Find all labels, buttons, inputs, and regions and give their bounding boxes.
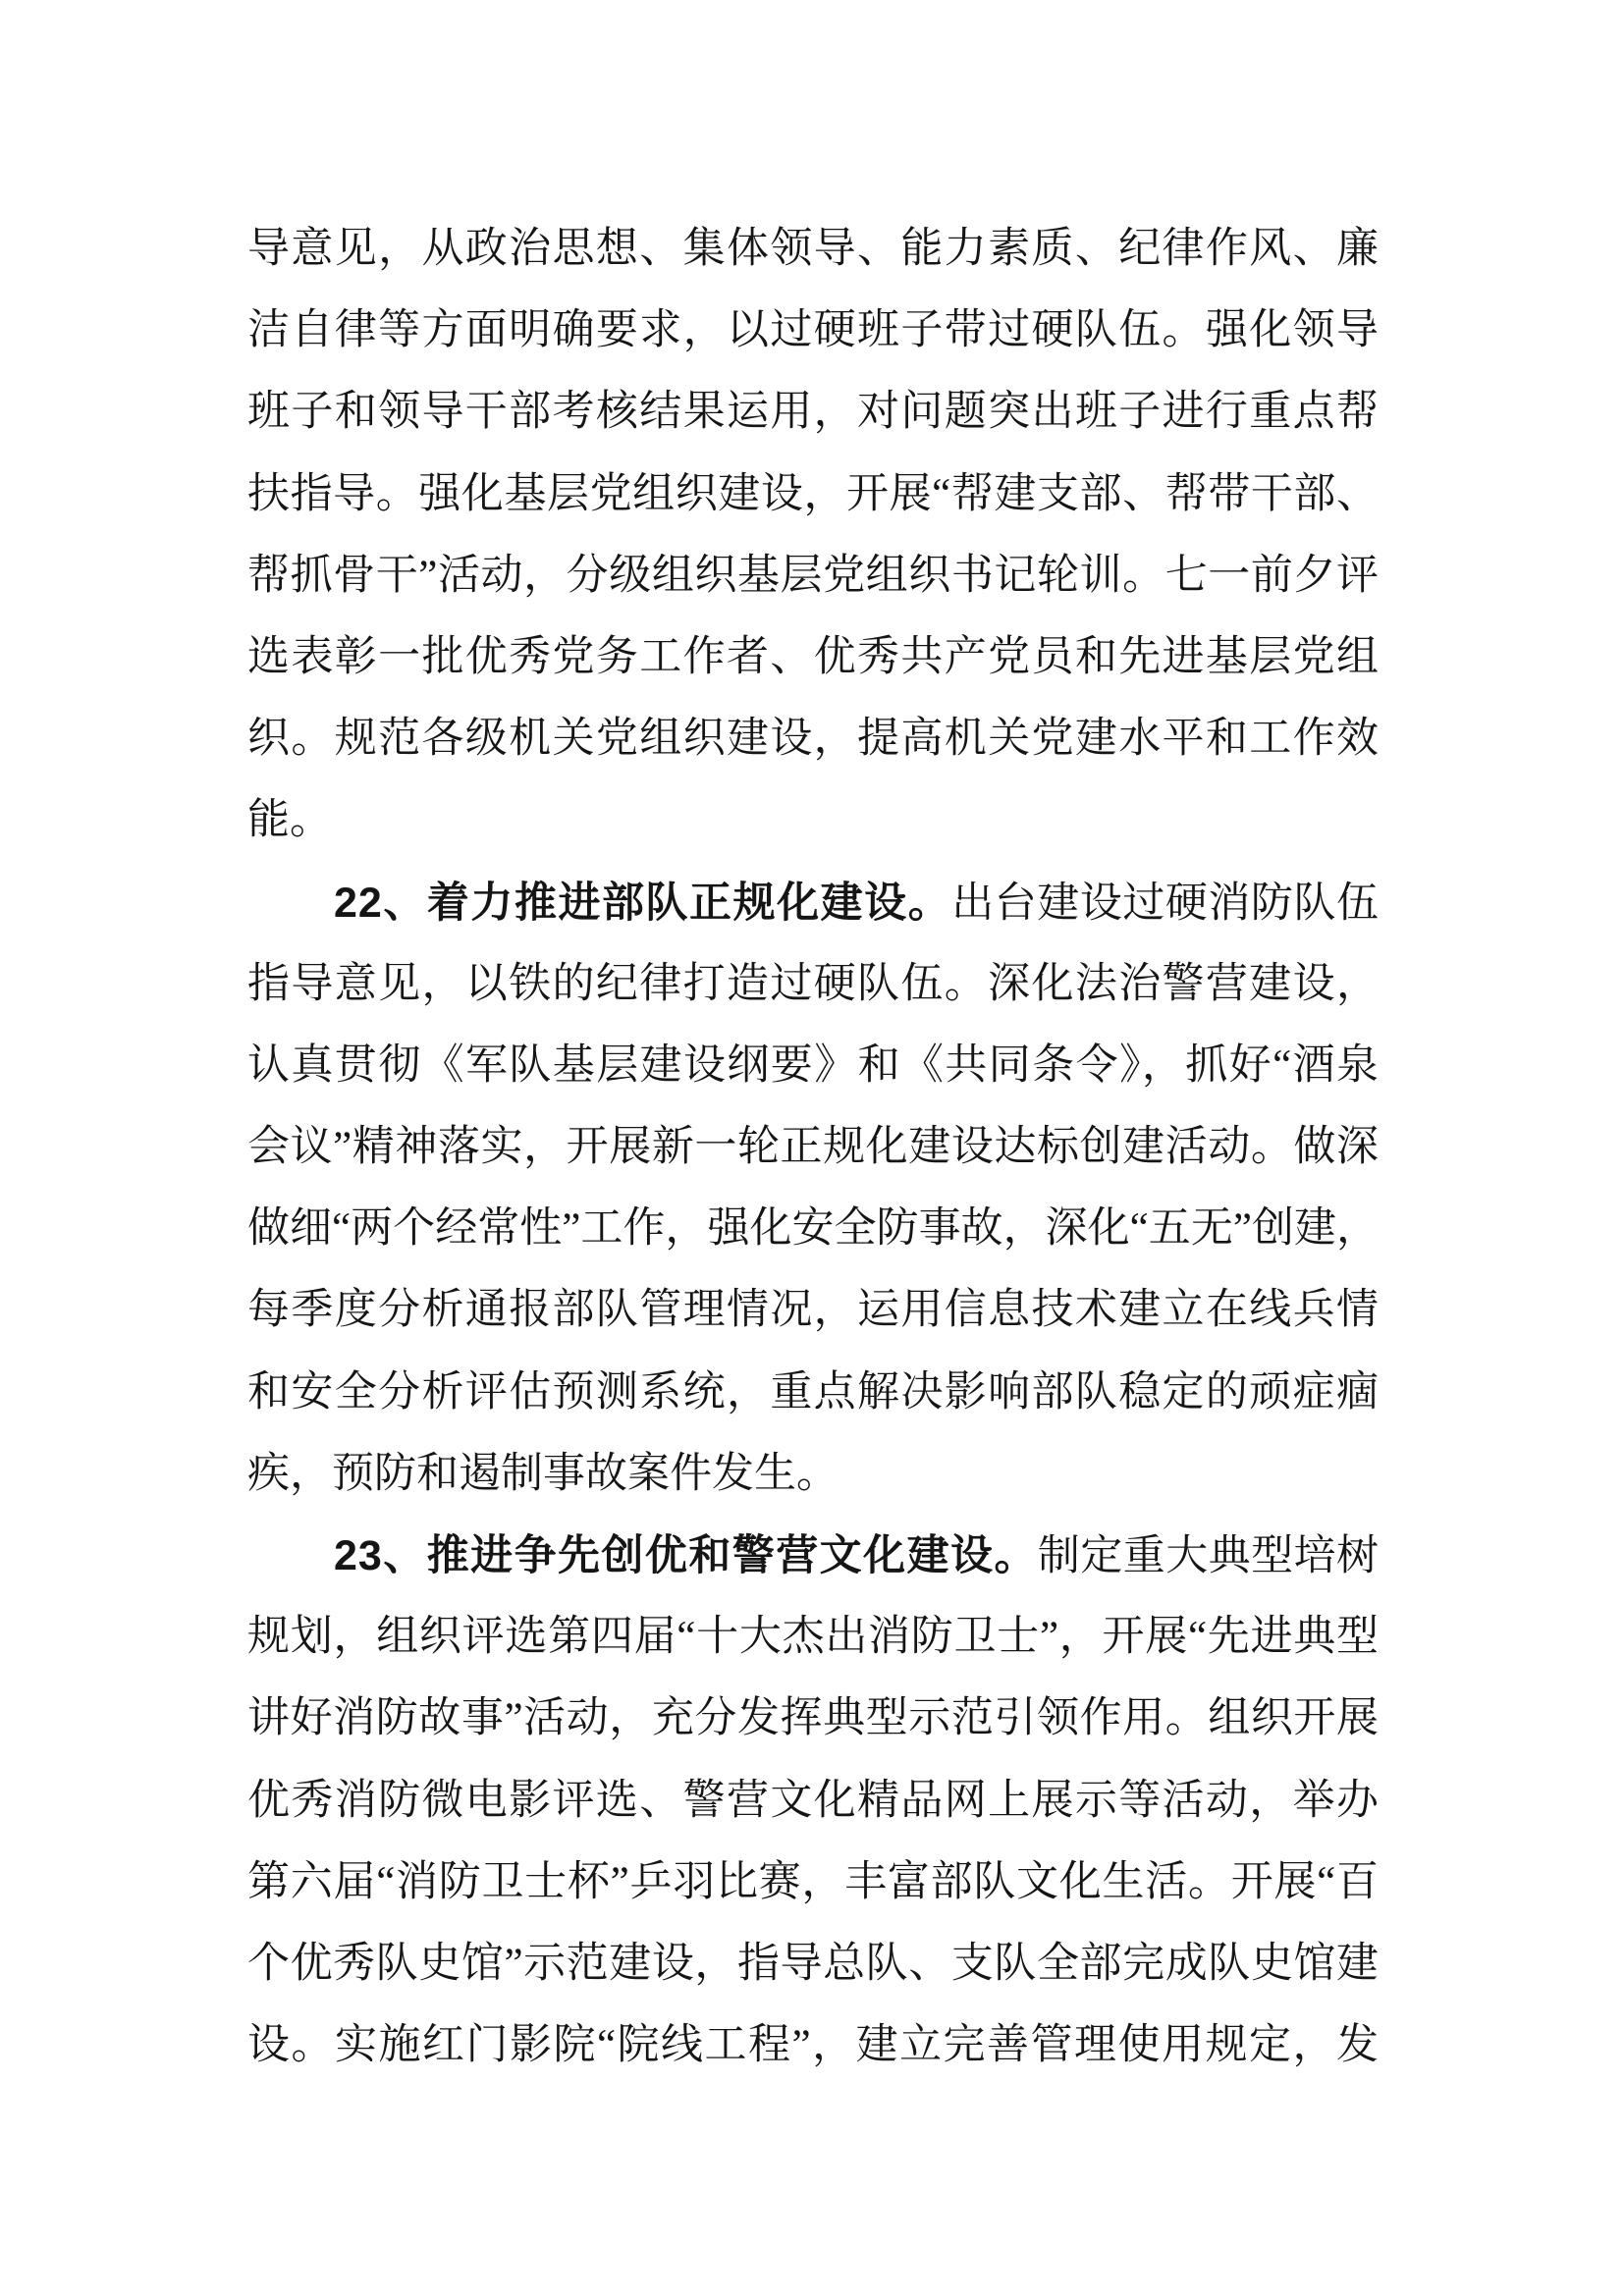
item-heading: 23、推进争先创优和警营文化建设。 — [334, 1532, 1038, 1579]
numbered-item-line — [247, 878, 1379, 959]
line-text: 认真贯彻《军队基层建设纲要》和《共同条令》，抓好“酒泉 — [247, 1041, 1379, 1089]
text-line — [247, 305, 1379, 387]
line-text: 班子和领导干部考核结果运用，对问题突出班子进行重点帮 — [247, 389, 1379, 436]
text-line — [247, 1612, 1379, 1693]
line-text: 指导意见，以铁的纪律打造过硬队伍。深化法治警营建设， — [247, 960, 1379, 1007]
line-text: 帮抓骨干”活动，分级组织基层党组织书记轮训。七一前夕评 — [247, 552, 1379, 599]
text-line — [247, 1857, 1379, 1939]
text-line — [247, 1693, 1379, 1775]
line-text: 能。 — [247, 797, 332, 844]
text-line — [247, 387, 1379, 468]
text-line — [247, 1367, 1379, 1449]
line-text: 做细“两个经常性”工作，强化安全防事故，深化“五无”创建， — [247, 1205, 1379, 1253]
line-text: 制定重大典型培树 — [1037, 1533, 1379, 1579]
line-text: 会议”精神落实，开展新一轮正规化建设达标创建活动。做深 — [247, 1124, 1379, 1171]
text-line — [247, 1203, 1379, 1285]
line-text: 选表彰一批优秀党务工作者、优秀共产党员和先进基层党组 — [247, 633, 1379, 680]
line-text: 扶指导。强化基层党组织建设，开展“帮建支部、帮带干部、 — [247, 470, 1379, 517]
text-line — [247, 2020, 1379, 2102]
line-text: 出台建设过硬消防队伍 — [951, 880, 1379, 927]
line-text: 导意见，从政治思想、集体领导、能力素质、纪律作风、廉 — [247, 226, 1379, 272]
line-text: 设。实施红门影院“院线工程”，建立完善管理使用规定，发 — [247, 2022, 1379, 2069]
line-text: 和安全分析评估预测系统，重点解决影响部队稳定的顽症痼 — [247, 1368, 1379, 1415]
document-body — [247, 224, 1379, 2102]
text-line — [247, 469, 1379, 551]
line-text: 织。规范各级机关党组织建设，提高机关党建水平和工作效 — [247, 716, 1379, 763]
text-line — [247, 632, 1379, 714]
line-text: 第六届“消防卫士杯”乒羽比赛，丰富部队文化生活。开展“百 — [247, 1858, 1379, 1905]
text-line — [247, 1939, 1379, 2020]
text-line — [247, 714, 1379, 795]
line-text: 个优秀队史馆”示范建设，指导总队、支队全部完成队史馆建 — [247, 1940, 1379, 1987]
text-line — [247, 1776, 1379, 1857]
text-line — [247, 1449, 1379, 1530]
line-text: 讲好消防故事”活动，充分发挥典型示范引领作用。组织开展 — [247, 1695, 1379, 1742]
line-text: 疾，预防和遏制事故案件发生。 — [247, 1450, 839, 1497]
text-line — [247, 1285, 1379, 1366]
text-line — [247, 1041, 1379, 1122]
text-line — [247, 551, 1379, 632]
text-line — [247, 795, 1379, 877]
line-text: 洁自律等方面明确要求，以过硬班子带过硬队伍。强化领导 — [247, 307, 1379, 354]
text-line — [247, 959, 1379, 1041]
line-text: 规划，组织评选第四届“十大杰出消防卫士”，开展“先进典型 — [247, 1614, 1379, 1661]
numbered-item-line — [247, 1530, 1379, 1612]
line-text: 每季度分析通报部队管理情况，运用信息技术建立在线兵情 — [247, 1287, 1379, 1334]
text-line — [247, 224, 1379, 305]
item-heading: 22、着力推进部队正规化建设。 — [334, 879, 952, 927]
line-text: 优秀消防微电影评选、警营文化精品网上展示等活动，举办 — [247, 1777, 1379, 1824]
text-line — [247, 1122, 1379, 1203]
